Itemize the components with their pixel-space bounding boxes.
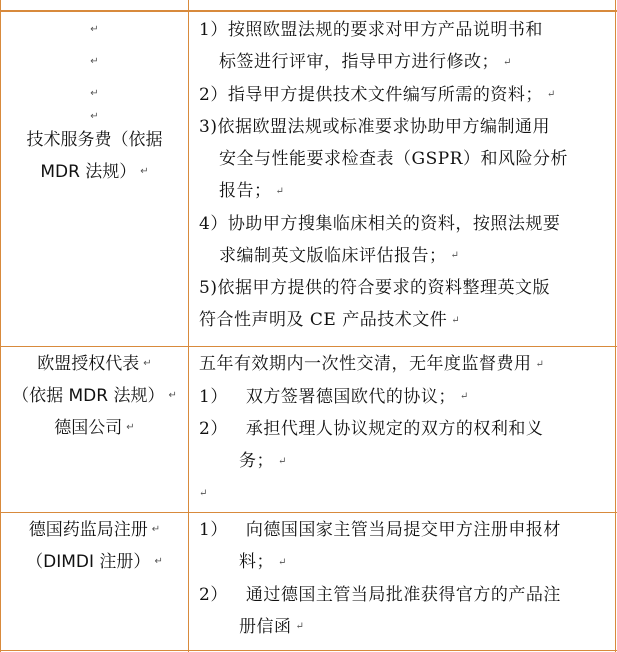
row3-right-cell xyxy=(199,514,613,648)
paragraph-mark: ↵ xyxy=(90,56,99,67)
paragraph-mark: ↵ xyxy=(90,88,99,99)
paragraph-mark: ↵ xyxy=(90,111,99,122)
item-1-line1: 1）按照欧盟法规的要求对甲方产品说明书和 xyxy=(199,20,543,40)
row2-title-line2: （依据 MDR 法规） ↵ xyxy=(12,386,177,406)
paragraph-mark: ↵ xyxy=(90,24,99,35)
item-5-line1: 5)依据甲方提供的符合要求的资料整理英文版 xyxy=(199,278,550,298)
row2-intro: 五年有效期内一次性交清，无年度监督费用 ↵ xyxy=(199,354,545,374)
item-3-line1: 3)依据欧盟法规或标准要求协助甲方编制通用 xyxy=(199,117,550,137)
row3-item-2-line2: 册信函 ↵ xyxy=(239,616,305,637)
row3-item-1-line2: 料； ↵ xyxy=(239,552,287,572)
table-column-divider xyxy=(188,0,189,652)
row1-right-cell xyxy=(199,14,613,344)
row-divider-2 xyxy=(0,512,617,513)
row1-title-line2: MDR 法规） ↵ xyxy=(40,162,149,182)
item-3-line3: 报告； ↵ xyxy=(219,181,285,201)
row-divider-1 xyxy=(0,346,617,347)
item-5-line2: 符合性声明及 CE 产品技术文件 ↵ xyxy=(199,310,461,330)
row2-item-1: 1） 双方签署德国欧代的协议； ↵ xyxy=(199,386,469,407)
row2-item-2-line2: 务； ↵ xyxy=(239,451,287,471)
row2-title-line1: 欧盟授权代表 ↵ xyxy=(37,354,152,374)
item-1-line2: 标签进行评审，指导甲方进行修改； ↵ xyxy=(219,52,512,72)
row1-title-line1: 技术服务费（依据 xyxy=(26,130,163,150)
table-bottom-border xyxy=(0,650,617,651)
row3-item-1-line1: 1） 向德国国家主管当局提交甲方注册申报材 xyxy=(199,520,561,540)
item-2-line1: 2）指导甲方提供技术文件编写所需的资料； ↵ xyxy=(199,84,556,105)
item-4-line2: 求编制英文版临床评估报告； ↵ xyxy=(219,245,460,266)
table-top-border xyxy=(0,10,617,12)
row2-title-line3: 德国公司 ↵ xyxy=(54,418,135,438)
item-4-line1: 4）协助甲方搜集临床相关的资料，按照法规要 xyxy=(199,213,561,234)
row3-title-line2: （DIMDI 注册） ↵ xyxy=(26,552,163,572)
row2-item-2-line1: 2） 承担代理人协议规定的双方的权利和义 xyxy=(199,419,544,439)
row3-item-2-line1: 2） 通过德国主管当局批准获得官方的产品注 xyxy=(199,584,561,605)
row2-left-cell xyxy=(1,348,188,510)
table-right-border xyxy=(615,0,616,652)
row3-left-cell xyxy=(1,514,188,648)
row1-left-cell xyxy=(1,14,188,344)
paragraph-mark: ↵ xyxy=(199,487,208,499)
row3-title-line1: 德国药监局注册 ↵ xyxy=(28,520,161,540)
item-3-line2: 安全与性能要求检查表（GSPR）和风险分析 xyxy=(219,149,568,169)
row2-right-cell xyxy=(199,348,613,510)
